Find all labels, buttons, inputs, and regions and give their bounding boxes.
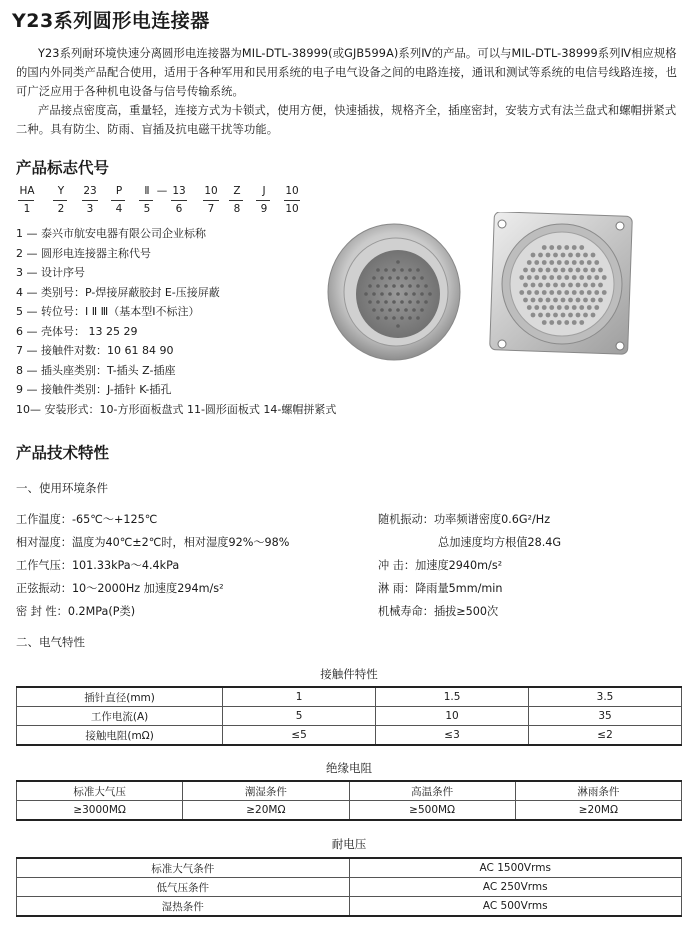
pin-dot — [380, 308, 384, 312]
pin-dot — [568, 268, 573, 273]
pin-dot — [557, 260, 562, 265]
pin-dot — [364, 292, 368, 296]
code-underline — [256, 200, 270, 201]
code-underline — [203, 200, 219, 201]
pin-dot — [400, 300, 404, 304]
pin-dot — [553, 283, 558, 288]
code-3: 23 — [83, 185, 97, 197]
table-cell: 工作电流(A) — [17, 707, 223, 726]
pin-dot — [564, 305, 569, 310]
pin-dot — [519, 290, 524, 295]
receptacle-connector — [490, 212, 633, 354]
pin-dot — [546, 313, 551, 318]
code-10: 10 — [285, 185, 299, 197]
table-cell: 标准大气条件 — [17, 858, 350, 878]
pin-dot — [376, 316, 380, 320]
code-underline — [18, 200, 34, 201]
pin-dot — [534, 290, 539, 295]
env-heading: 一、使用环境条件 — [16, 481, 108, 495]
table-row — [17, 878, 682, 897]
pin-dot — [400, 284, 404, 288]
pin-dot — [531, 283, 536, 288]
pin-dot — [396, 324, 400, 328]
pin-dot — [583, 283, 588, 288]
code-8: Z — [233, 185, 241, 197]
pin-dot — [576, 253, 581, 258]
pin-dot — [519, 275, 524, 280]
table-cell: ≤2 — [529, 726, 682, 746]
pin-dot — [572, 245, 577, 250]
code-1: HA — [19, 185, 35, 197]
elec-heading: 二、电气特性 — [16, 635, 85, 649]
pin-dot — [538, 313, 543, 318]
pin-dot — [527, 260, 532, 265]
pin-dot — [564, 320, 569, 325]
pin-dot — [384, 268, 388, 272]
pin-dot — [531, 253, 536, 258]
pin-dot — [564, 290, 569, 295]
pin-dot — [542, 305, 547, 310]
env-right-list — [378, 508, 561, 623]
code-number-6: 6 — [175, 203, 183, 215]
pin-dot — [542, 275, 547, 280]
table-cell: 接触电阻(mΩ) — [17, 726, 223, 746]
code-underline — [82, 200, 98, 201]
table-row — [17, 858, 682, 878]
pin-dot — [579, 275, 584, 280]
code-underline — [229, 200, 243, 201]
pin-dot — [380, 292, 384, 296]
pin-dot — [408, 284, 412, 288]
pin-dot — [587, 275, 592, 280]
list-item: 5 — 转位号：Ⅰ Ⅱ Ⅲ（基本型Ⅰ不标注） — [16, 305, 200, 318]
code-underline — [284, 200, 300, 201]
pin-dot — [531, 268, 536, 273]
pin-dot — [583, 253, 588, 258]
connector-photo — [322, 212, 642, 372]
pin-dot — [591, 253, 596, 258]
pin-dot — [527, 290, 532, 295]
env-item: 工作气压：101.33kPa～4.4kPa — [16, 559, 180, 572]
pin-dot — [591, 313, 596, 318]
pin-dot — [396, 292, 400, 296]
pin-dot — [412, 292, 416, 296]
pin-dot — [587, 260, 592, 265]
table-header-cell: 高温条件 — [349, 781, 515, 801]
code-4: P — [115, 185, 123, 197]
pin-dot — [534, 260, 539, 265]
list-item: 3 — 设计序号 — [16, 266, 85, 279]
pin-dot — [416, 300, 420, 304]
pin-dot — [527, 305, 532, 310]
pin-dot — [424, 300, 428, 304]
pin-dot — [598, 283, 603, 288]
pin-dot — [534, 305, 539, 310]
pin-dot — [404, 308, 408, 312]
pin-dot — [594, 260, 599, 265]
insulation-table — [16, 780, 682, 821]
table-row — [17, 707, 682, 726]
code-underline — [139, 200, 153, 201]
env-item: 淋 雨：降雨量5mm/min — [378, 582, 503, 595]
pin-dot — [561, 268, 566, 273]
table-header-cell: 淋雨条件 — [515, 781, 681, 801]
pin-dot — [388, 276, 392, 280]
pin-dot — [388, 292, 392, 296]
pin-dot — [416, 316, 420, 320]
pin-dot — [380, 276, 384, 280]
list-item: 2 — 圆形电连接器主称代号 — [16, 246, 151, 260]
pin-dot — [546, 298, 551, 303]
pin-dot — [572, 305, 577, 310]
pin-dot — [572, 290, 577, 295]
pin-dot — [602, 290, 607, 295]
pin-dot — [538, 253, 543, 258]
contact-table-caption: 接触件特性 — [320, 667, 378, 681]
intro-paragraph-1: Y23系列耐环境快速分离圆形电连接器为MIL-DTL-38999(或GJB599A)系列Ⅳ的产品。可以与MIL-DTL-38999系列Ⅳ相应规格的国内外同类产品配合使用，适用于各种军用和民用系统的电子电气设备之间的电路连接，通讯和测试等系统的电信号线路连接，也可广泛应用于各种机电设备与信号传输系统。 — [16, 47, 678, 98]
pin-dot — [557, 305, 562, 310]
intro-paragraph-2: 产品接点密度高，重量轻，连接方式为卡锁式，使用方便，快速插拔，规格齐全，插座密封，安装方式有法兰盘式和螺帽拼紧式二种。具有防尘、防雨、盲插及抗电磁干扰等功能。 — [16, 104, 677, 136]
table-cell: 3.5 — [529, 687, 682, 707]
pin-dot — [572, 320, 577, 325]
pin-dot — [572, 275, 577, 280]
pin-dot — [400, 268, 404, 272]
table-cell: 1 — [223, 687, 376, 707]
list-item: 6 — 壳体号： 13 25 29 — [16, 324, 138, 338]
table-cell: 1.5 — [376, 687, 529, 707]
pin-dot — [428, 292, 432, 296]
pin-dot — [416, 268, 420, 272]
code-dash: — — [156, 185, 168, 197]
pin-dot — [523, 268, 528, 273]
pin-dot — [579, 245, 584, 250]
env-item: 密 封 性：0.2MPa(P类) — [16, 605, 136, 618]
table-cell: AC 500Vrms — [349, 897, 682, 917]
pin-dot — [542, 245, 547, 250]
pin-dot — [561, 283, 566, 288]
contact-table — [16, 686, 682, 746]
env-item: 相对湿度：温度为40℃±2℃时，相对湿度92%～98% — [16, 536, 290, 549]
pin-dot — [549, 260, 554, 265]
pin-dot — [549, 320, 554, 325]
pin-dot — [538, 268, 543, 273]
pin-dot — [368, 300, 372, 304]
pin-dot — [553, 268, 558, 273]
pin-dot — [531, 298, 536, 303]
env-item: 随机振动：功率频谱密度0.6G²/Hz — [378, 513, 551, 526]
pin-dot — [561, 313, 566, 318]
pin-dot — [384, 284, 388, 288]
pin-dot — [594, 275, 599, 280]
pin-dot — [523, 298, 528, 303]
pin-dot — [579, 305, 584, 310]
env-item: 机械寿命：插拔≥500次 — [378, 605, 499, 618]
pin-dot — [568, 298, 573, 303]
pin-dot — [564, 275, 569, 280]
table-cell: ≥500MΩ — [349, 801, 515, 821]
pin-dot — [568, 253, 573, 258]
pin-dot — [576, 313, 581, 318]
list-item: 1 — 泰兴市航安电器有限公司企业标称 — [16, 227, 206, 240]
table-cell: ≥3000MΩ — [17, 801, 183, 821]
env-item: 工作温度：-65℃～+125℃ — [16, 513, 158, 526]
code-underline — [53, 200, 67, 201]
pin-dot — [568, 283, 573, 288]
pin-dot — [368, 284, 372, 288]
list-item: 4 — 类别号：P-焊接屏蔽胶封 E-压接屏蔽 — [16, 285, 220, 299]
pin-dot — [400, 316, 404, 320]
table-cell: ≤3 — [376, 726, 529, 746]
pin-dot — [572, 260, 577, 265]
pin-dot — [372, 292, 376, 296]
pin-dot — [372, 276, 376, 280]
page-title: Y23系列圆形电连接器 — [12, 10, 210, 32]
pin-dot — [561, 298, 566, 303]
pin-dot — [557, 320, 562, 325]
code-2: Y — [57, 185, 65, 197]
pin-dot — [553, 313, 558, 318]
insulation-table-caption: 绝缘电阻 — [326, 761, 372, 775]
table-cell: ≤5 — [223, 726, 376, 746]
pin-dot — [576, 298, 581, 303]
pin-dot — [392, 268, 396, 272]
code-number-5: 5 — [143, 203, 151, 215]
marking-heading: 产品标志代号 — [16, 159, 110, 177]
pin-dot — [583, 298, 588, 303]
pin-dot — [384, 300, 388, 304]
table-header-cell: 潮湿条件 — [183, 781, 349, 801]
pin-dot — [376, 300, 380, 304]
env-item: 总加速度均方根值28.4G — [438, 536, 562, 549]
pin-dot — [416, 284, 420, 288]
pin-dot — [404, 276, 408, 280]
pin-dot — [384, 316, 388, 320]
voltage-table-caption: 耐电压 — [331, 837, 367, 851]
pin-dot — [549, 275, 554, 280]
pin-dot — [549, 290, 554, 295]
plug-connector — [328, 224, 460, 360]
pin-dot — [534, 275, 539, 280]
pin-dot — [557, 290, 562, 295]
pin-dot — [591, 268, 596, 273]
pin-dot — [420, 308, 424, 312]
pin-dot — [412, 276, 416, 280]
table-cell: 插针直径(mm) — [17, 687, 223, 707]
pin-dot — [527, 275, 532, 280]
pin-dot — [576, 268, 581, 273]
table-row — [17, 726, 682, 746]
code-number-2: 2 — [57, 203, 65, 215]
pin-dot — [396, 260, 400, 264]
tech-heading: 产品技术特性 — [16, 444, 110, 462]
table-header-cell: 标准大气压 — [17, 781, 183, 801]
pin-dot — [408, 268, 412, 272]
pin-dot — [523, 283, 528, 288]
pin-dot — [542, 260, 547, 265]
pin-dot — [376, 284, 380, 288]
pin-dot — [420, 276, 424, 280]
pin-dot — [564, 245, 569, 250]
pin-dot — [388, 308, 392, 312]
pin-dot — [594, 290, 599, 295]
pin-dot — [538, 283, 543, 288]
pin-dot — [372, 308, 376, 312]
pin-dot — [542, 290, 547, 295]
table-cell: 35 — [529, 707, 682, 726]
pin-dot — [376, 268, 380, 272]
env-item: 冲 击：加速度2940m/s² — [378, 559, 503, 572]
pin-dot — [561, 253, 566, 258]
pin-dot — [538, 298, 543, 303]
pin-dot — [594, 305, 599, 310]
table-cell: AC 1500Vrms — [349, 858, 682, 878]
pin-dot — [564, 260, 569, 265]
code-underline — [111, 200, 125, 201]
table-row — [17, 781, 682, 801]
env-item: 正弦振动：10～2000Hz 加速度294m/s² — [16, 582, 224, 595]
code-9: J — [262, 185, 266, 197]
pin-dot — [531, 313, 536, 318]
pin-dot — [576, 283, 581, 288]
pin-dot — [542, 320, 547, 325]
pin-dot — [408, 316, 412, 320]
pin-dot — [598, 298, 603, 303]
pin-dot — [579, 260, 584, 265]
pin-dot — [546, 283, 551, 288]
pin-dot — [392, 316, 396, 320]
pin-dot — [408, 300, 412, 304]
list-item: 7 — 接触件对数：10 61 84 90 — [16, 344, 174, 357]
code-7: 10 — [204, 185, 218, 197]
pin-dot — [553, 253, 558, 258]
list-item: 8 — 插头座类别：T-插头 Z-插座 — [16, 363, 176, 377]
code-number-4: 4 — [115, 203, 123, 215]
pin-dot — [557, 245, 562, 250]
list-item: 9 — 接触件类别：J-插针 K-插孔 — [16, 383, 172, 396]
pin-dot — [392, 300, 396, 304]
code-number-1: 1 — [23, 203, 31, 215]
code-number-8: 8 — [233, 203, 241, 215]
list-item: 10— 安装形式：10-方形面板盘式 11-圆形面板式 14-螺帽拼紧式 — [16, 402, 337, 416]
pin-dot — [579, 290, 584, 295]
code-number-10: 10 — [285, 203, 299, 215]
env-left-list — [16, 508, 289, 623]
pin-dot — [392, 284, 396, 288]
code-number-7: 7 — [207, 203, 215, 215]
code-6: 13 — [172, 185, 186, 197]
table-cell: ≥20MΩ — [515, 801, 681, 821]
pin-dot — [568, 313, 573, 318]
table-cell: ≥20MΩ — [183, 801, 349, 821]
code-underline — [171, 200, 187, 201]
pin-dot — [396, 308, 400, 312]
pin-dot — [591, 298, 596, 303]
table-row — [17, 897, 682, 917]
pin-dot — [598, 268, 603, 273]
pin-dot — [583, 313, 588, 318]
marking-list — [16, 224, 336, 419]
pin-dot — [591, 283, 596, 288]
code-5: Ⅱ — [144, 185, 150, 197]
pin-dot — [579, 320, 584, 325]
table-cell: 5 — [223, 707, 376, 726]
code-number-3: 3 — [86, 203, 94, 215]
pin-dot — [549, 245, 554, 250]
table-row — [17, 801, 682, 821]
table-cell: 10 — [376, 707, 529, 726]
pin-dot — [553, 298, 558, 303]
table-cell: 湿热条件 — [17, 897, 350, 917]
pin-dot — [587, 290, 592, 295]
pin-dot — [420, 292, 424, 296]
pin-dot — [412, 308, 416, 312]
table-cell: 低气压条件 — [17, 878, 350, 897]
pin-dot — [424, 284, 428, 288]
pin-dot — [546, 268, 551, 273]
table-cell: AC 250Vrms — [349, 878, 682, 897]
pin-dot — [546, 253, 551, 258]
pin-dot — [549, 305, 554, 310]
voltage-table — [16, 857, 682, 917]
pin-dot — [396, 276, 400, 280]
code-number-9: 9 — [260, 203, 268, 215]
pin-dot — [404, 292, 408, 296]
code-diagram — [0, 185, 320, 225]
pin-dot — [583, 268, 588, 273]
pin-dot — [602, 275, 607, 280]
pin-dot — [587, 305, 592, 310]
pin-dot — [557, 275, 562, 280]
table-row — [17, 687, 682, 707]
